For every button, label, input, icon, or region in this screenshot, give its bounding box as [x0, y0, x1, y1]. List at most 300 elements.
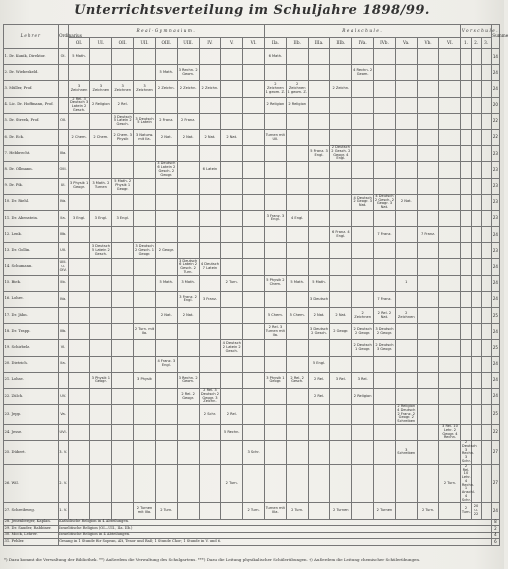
lesson-cell: [286, 356, 308, 372]
lesson-cell: [221, 65, 243, 81]
lesson-cell: [417, 340, 439, 356]
teacher-name: 31. Fehler.: [4, 539, 59, 546]
lesson-cell: [134, 210, 156, 226]
lesson-cell: [461, 388, 471, 404]
lesson-cell: [221, 81, 243, 97]
lesson-cell: [461, 324, 471, 340]
lesson-cell: [243, 388, 265, 404]
lesson-cell: 2 Turn.: [461, 503, 471, 519]
lesson-cell: [471, 129, 481, 145]
lesson-cell: [177, 97, 199, 113]
lesson-cell: [330, 162, 352, 178]
lesson-cell: [352, 227, 374, 243]
ordinarius-cell: [58, 372, 68, 388]
lesson-cell: [439, 49, 461, 65]
lesson-cell: [264, 259, 286, 275]
lesson-cell: [199, 146, 221, 162]
lesson-cell: [199, 503, 221, 519]
lesson-cell: [417, 178, 439, 194]
lesson-cell: [330, 194, 352, 210]
lesson-cell: 3 Math. 2 Turnen: [90, 178, 112, 194]
lesson-cell: Turnen mit UII.: [264, 129, 286, 145]
lesson-cell: [461, 162, 471, 178]
lesson-cell: [264, 356, 286, 372]
hours-total: 24: [491, 388, 499, 404]
lesson-cell: [112, 388, 134, 404]
lesson-cell: 2 Deutsch 2 Gesch. 2 Geogr. 4 Engl.: [331, 145, 351, 161]
lesson-cell: [221, 291, 243, 307]
lesson-cell: [439, 162, 461, 178]
lesson-cell: [243, 146, 265, 162]
class-header-real: Vb.: [417, 38, 439, 49]
lesson-cell: [68, 441, 90, 465]
lesson-cell: [417, 424, 439, 440]
lesson-cell: [481, 340, 491, 356]
lesson-cell: 3 Deutsch 2 Gesch. 1 Geogr.: [134, 243, 156, 259]
lesson-cell: 2 Turnen: [374, 503, 396, 519]
lesson-cell: [374, 146, 396, 162]
teacher-name: 20. Dietrich.: [4, 356, 59, 372]
class-header-vor: 2.: [471, 38, 481, 49]
lesson-cell: [90, 65, 112, 81]
lesson-cell: [439, 129, 461, 145]
table-row: [4, 146, 500, 162]
class-header-real: IIb.: [286, 38, 308, 49]
teacher-name: 30. Mock, Lehrer.: [4, 532, 59, 539]
lesson-cell: [395, 259, 417, 275]
ordinarius-cell: IVa.: [58, 291, 68, 307]
table-row: [4, 227, 500, 243]
teacher-name: 17. Dr. Jähn.: [4, 308, 59, 324]
lesson-cell: [155, 194, 177, 210]
lesson-cell: [439, 178, 461, 194]
lesson-cell: [155, 210, 177, 226]
lesson-cell: [199, 49, 221, 65]
table-row: [4, 65, 500, 81]
lesson-cell: [134, 356, 156, 372]
real-gymnasium-header: Real-Gymnasium.: [68, 25, 264, 38]
lesson-cell: [471, 308, 481, 324]
lesson-cell: [199, 113, 221, 129]
lesson-cell: 3 Physik 1 Geogr.: [68, 178, 90, 194]
lesson-cell: [417, 97, 439, 113]
ordinarius-cell: [58, 65, 68, 81]
lesson-cell: [417, 210, 439, 226]
note-cell: Gesang in 1 Stunde für Sopran, Alt, Tenor und Baß; 1 Stunde Chor; 1 Stunde in V. und 6.: [58, 539, 491, 546]
lesson-cell: [417, 372, 439, 388]
lesson-cell: [199, 210, 221, 226]
lesson-cell: [286, 441, 308, 465]
lesson-cell: [395, 210, 417, 226]
lesson-cell: [155, 97, 177, 113]
lesson-cell: [461, 49, 471, 65]
lesson-cell: [417, 146, 439, 162]
lesson-cell: [471, 113, 481, 129]
lesson-cell: [330, 441, 352, 465]
lesson-cell: 3 Schr.: [243, 441, 265, 465]
lesson-cell: 2 Turn.: [221, 464, 243, 503]
teacher-name: 16. Lohre.: [4, 291, 59, 307]
lesson-cell: [243, 424, 265, 440]
lesson-cell: [177, 340, 199, 356]
lesson-cell: [221, 162, 243, 178]
lesson-cell: [221, 113, 243, 129]
lesson-cell: [352, 81, 374, 97]
lesson-cell: [68, 194, 90, 210]
lesson-cell: [90, 227, 112, 243]
lesson-cell: 2 Zeichnen: [395, 308, 417, 324]
lesson-cell: [439, 97, 461, 113]
lesson-cell: [286, 194, 308, 210]
lesson-cell: 5 Math.: [308, 275, 330, 291]
lesson-cell: [134, 49, 156, 65]
lesson-cell: [395, 243, 417, 259]
lesson-cell: [374, 372, 396, 388]
lesson-cell: [330, 388, 352, 404]
lesson-cell: [461, 259, 471, 275]
summe-header: Summe: [491, 25, 499, 49]
lesson-cell: 3 Rel.: [330, 372, 352, 388]
lesson-cell: 5 Chem.: [264, 308, 286, 324]
lesson-cell: [374, 464, 396, 503]
table-row: [4, 162, 500, 178]
lesson-cell: 3 Zeichnen: [90, 81, 112, 97]
lesson-cell: 3 Zeichnen: [112, 81, 134, 97]
lesson-cell: [417, 388, 439, 404]
teacher-name: 8. Dr. Ollmann.: [4, 162, 59, 178]
lesson-cell: [330, 405, 352, 425]
table-row: [4, 405, 500, 425]
hours-total: 23: [491, 146, 499, 162]
lesson-cell: 5 Franz. 3 Engl.: [308, 146, 330, 162]
ordinarius-cell: [58, 81, 68, 97]
lesson-cell: [90, 291, 112, 307]
lesson-cell: [68, 275, 90, 291]
lesson-cell: [112, 227, 134, 243]
lesson-cell: [395, 146, 417, 162]
lesson-cell: [352, 275, 374, 291]
lesson-cell: 2 Turn.: [439, 464, 461, 503]
lesson-cell: [177, 324, 199, 340]
realschule-header: Realschule.: [264, 25, 460, 38]
lesson-cell: [134, 308, 156, 324]
lesson-cell: [264, 65, 286, 81]
ordinarius-cell: OI.: [58, 49, 68, 65]
lesson-cell: [374, 113, 396, 129]
hours-total: 4: [491, 532, 499, 539]
lesson-cell: [461, 243, 471, 259]
lesson-cell: [439, 81, 461, 97]
lesson-cell: [68, 113, 90, 129]
lesson-cell: [177, 162, 199, 178]
lesson-cell: [221, 49, 243, 65]
lesson-cell: [199, 424, 221, 440]
lesson-cell: [286, 243, 308, 259]
hours-total: 24: [491, 259, 499, 275]
lesson-cell: 3 Deutsch 5 Latein 2 Gesch.: [112, 113, 134, 129]
lesson-cell: 5 Math.: [155, 275, 177, 291]
hours-total: 24: [491, 356, 499, 372]
lesson-cell: 2 Nat.: [177, 308, 199, 324]
lesson-cell: [352, 129, 374, 145]
lesson-cell: [112, 259, 134, 275]
class-header-gym: V.: [221, 38, 243, 49]
lesson-cell: [417, 275, 439, 291]
lesson-cell: [90, 194, 112, 210]
lesson-cell: [330, 129, 352, 145]
teacher-name: 22. Zülch.: [4, 388, 59, 404]
lesson-cell: [221, 503, 243, 519]
lesson-cell: [243, 97, 265, 113]
lesson-cell: [264, 113, 286, 129]
lesson-cell: [374, 441, 396, 465]
hours-total: 8: [491, 519, 499, 526]
table-row: [4, 194, 500, 210]
lesson-cell: [155, 178, 177, 194]
class-header-real: Va.: [395, 38, 417, 49]
lesson-cell: 2 Nat.: [221, 129, 243, 145]
lesson-cell: [308, 129, 330, 145]
lesson-cell: [134, 424, 156, 440]
lesson-cell: [112, 424, 134, 440]
lesson-cell: [471, 81, 481, 97]
lesson-cell: [243, 243, 265, 259]
lesson-cell: [90, 324, 112, 340]
lesson-cell: [90, 308, 112, 324]
lesson-cell: [199, 97, 221, 113]
hours-total: 24: [491, 275, 499, 291]
lesson-cell: [112, 340, 134, 356]
lesson-cell: [134, 259, 156, 275]
lesson-cell: [461, 97, 471, 113]
lesson-cell: [68, 405, 90, 425]
lesson-cell: [439, 356, 461, 372]
lesson-cell: [177, 464, 199, 503]
lesson-cell: 7 Franz.: [374, 227, 396, 243]
lesson-cell: [134, 65, 156, 81]
document-title: Unterrichtsverteilung im Schuljahre 1898/99.: [74, 3, 430, 18]
lesson-cell: [352, 210, 374, 226]
hours-total: 23: [491, 178, 499, 194]
lesson-cell: [177, 210, 199, 226]
lesson-cell: 3 Physik 1 Geogr.: [264, 372, 286, 388]
lesson-cell: [461, 210, 471, 226]
teacher-name: 14. Schumann.: [4, 259, 59, 275]
hours-total: 22: [491, 424, 499, 440]
lesson-cell: [286, 405, 308, 425]
lesson-cell: [330, 424, 352, 440]
hours-total: 24: [491, 227, 499, 243]
lesson-cell: [286, 65, 308, 81]
class-header-vor: 3.: [481, 38, 491, 49]
lesson-cell: [481, 162, 491, 178]
lesson-cell: [134, 227, 156, 243]
teacher-name: 1. Dr. Kunik, Direktor.: [4, 49, 59, 65]
lesson-cell: [374, 243, 396, 259]
lesson-cell: 2 Zeichnen 1 geom. Z.: [286, 81, 308, 97]
lesson-cell: [374, 259, 396, 275]
table-row: [4, 97, 500, 113]
lesson-cell: [177, 146, 199, 162]
lesson-cell: [112, 356, 134, 372]
lesson-cell: [221, 324, 243, 340]
class-header-real: IVa.: [352, 38, 374, 49]
lesson-cell: [481, 49, 491, 65]
lesson-cell: [286, 227, 308, 243]
teacher-name: 25. Dübert.: [4, 441, 59, 465]
hours-total: 25: [491, 308, 499, 324]
lesson-cell: [417, 81, 439, 97]
table-row: [4, 324, 500, 340]
teacher-name: 5. Dr. Streek, Prof.: [4, 113, 59, 129]
lesson-cell: [68, 340, 90, 356]
lesson-cell: 3 Physik 1 Geogr.: [90, 372, 112, 388]
lesson-cell: 2 Zeichnen 1 geom. Z.: [264, 81, 286, 97]
lesson-cell: [155, 388, 177, 404]
lesson-cell: [112, 464, 134, 503]
lesson-cell: [471, 388, 481, 404]
lesson-cell: 4 Deutsch 2 Latein 2 Gesch.: [221, 340, 243, 356]
lesson-cell: [352, 503, 374, 519]
lesson-cell: [417, 464, 439, 503]
lesson-cell: [308, 81, 330, 97]
lesson-cell: [286, 259, 308, 275]
lesson-cell: [374, 388, 396, 404]
lesson-cell: [352, 441, 374, 465]
teacher-name: 10. Dr. Riehl.: [4, 194, 59, 210]
lesson-cell: [155, 49, 177, 65]
lesson-cell: [243, 291, 265, 307]
lesson-cell: [90, 424, 112, 440]
lesson-cell: [243, 324, 265, 340]
lesson-cell: [286, 49, 308, 65]
lesson-cell: [481, 291, 491, 307]
lesson-cell: [134, 162, 156, 178]
lesson-cell: [308, 259, 330, 275]
table-row: [4, 113, 500, 129]
lesson-cell: [374, 81, 396, 97]
lesson-cell: [112, 291, 134, 307]
ordinarius-header: Ordinarius: [58, 25, 68, 49]
teacher-name: 21. Lohse.: [4, 372, 59, 388]
lesson-cell: [308, 227, 330, 243]
table-row: [4, 503, 500, 519]
lesson-cell: [90, 340, 112, 356]
lesson-cell: [134, 97, 156, 113]
lesson-cell: [68, 146, 90, 162]
table-row: [4, 178, 500, 194]
lesson-cell: [471, 146, 481, 162]
lesson-cell: [177, 227, 199, 243]
lesson-cell: [221, 97, 243, 113]
lesson-cell: [352, 464, 374, 503]
teacher-name: 15. Biek.: [4, 275, 59, 291]
table-row: [4, 539, 500, 546]
teacher-name: 28. Jenenberger, Kaplan.: [4, 519, 59, 526]
lesson-cell: [395, 503, 417, 519]
lesson-cell: [221, 356, 243, 372]
lesson-cell: [481, 129, 491, 145]
lesson-cell: [199, 441, 221, 465]
class-header-real: IIIa.: [308, 38, 330, 49]
lesson-cell: [471, 162, 481, 178]
lesson-cell: [68, 503, 90, 519]
lesson-cell: 2 Turn.: [417, 503, 439, 519]
table-row: [4, 210, 500, 226]
lesson-cell: [243, 405, 265, 425]
lesson-cell: 5 Math.: [155, 65, 177, 81]
lesson-cell: [68, 464, 90, 503]
lesson-cell: [134, 291, 156, 307]
lesson-cell: 2 Zeichn.: [199, 81, 221, 97]
hours-total: 24: [491, 65, 499, 81]
lesson-cell: [112, 503, 134, 519]
ordinarius-cell: UIII. u. OIV.: [58, 259, 68, 275]
lesson-cell: [243, 464, 265, 503]
lesson-cell: [264, 424, 286, 440]
lesson-cell: 2 Chem.: [68, 129, 90, 145]
lesson-cell: [481, 65, 491, 81]
lesson-cell: [308, 113, 330, 129]
teacher-name: 19. Schirbelz.: [4, 340, 59, 356]
lesson-cell: [471, 424, 481, 440]
lesson-cell: [395, 129, 417, 145]
table-row: [4, 291, 500, 307]
lesson-cell: [264, 227, 286, 243]
table-row: [4, 81, 500, 97]
ordinarius-cell: 1. V.: [58, 503, 68, 519]
lesson-cell: 5 Math.: [286, 275, 308, 291]
lesson-cell: [395, 324, 417, 340]
lesson-cell: [286, 129, 308, 145]
lesson-cell: [417, 129, 439, 145]
lesson-cell: [374, 49, 396, 65]
lesson-cell: [417, 194, 439, 210]
lesson-cell: [243, 178, 265, 194]
lesson-cell: 3 Franz.: [199, 291, 221, 307]
lesson-cell: [330, 275, 352, 291]
lesson-cell: [471, 65, 481, 81]
lesson-cell: [461, 65, 471, 81]
lesson-cell: [481, 424, 491, 440]
lesson-cell: 2 Nat.: [177, 129, 199, 145]
lesson-cell: [308, 441, 330, 465]
hours-total: 2: [491, 526, 499, 533]
lesson-cell: [308, 405, 330, 425]
lesson-cell: [90, 388, 112, 404]
lesson-cell: [90, 405, 112, 425]
lesson-cell: [461, 372, 471, 388]
lesson-cell: [308, 340, 330, 356]
lesson-cell: [221, 243, 243, 259]
class-header-real: IIa.: [264, 38, 286, 49]
lesson-cell: [112, 65, 134, 81]
lesson-cell: [374, 65, 396, 81]
lesson-cell: 2 Nat.: [395, 194, 417, 210]
ordinarius-cell: OII.: [58, 113, 68, 129]
hours-total: 23: [491, 243, 499, 259]
lesson-cell: [90, 356, 112, 372]
lesson-cell: [264, 146, 286, 162]
lesson-cell: 2 Turn.: [286, 503, 308, 519]
lesson-cell: [374, 356, 396, 372]
lesson-cell: 3 Deutsch 2 Gesch.: [308, 324, 330, 340]
lesson-cell: 4 Deutsch 2 Gesch. 2 Geogr. 3 Nat.: [374, 193, 395, 210]
lesson-cell: [374, 275, 396, 291]
lesson-cell: 2 Nat.: [155, 308, 177, 324]
lesson-cell: [134, 340, 156, 356]
teacher-name: 26. Wil.: [4, 464, 59, 503]
